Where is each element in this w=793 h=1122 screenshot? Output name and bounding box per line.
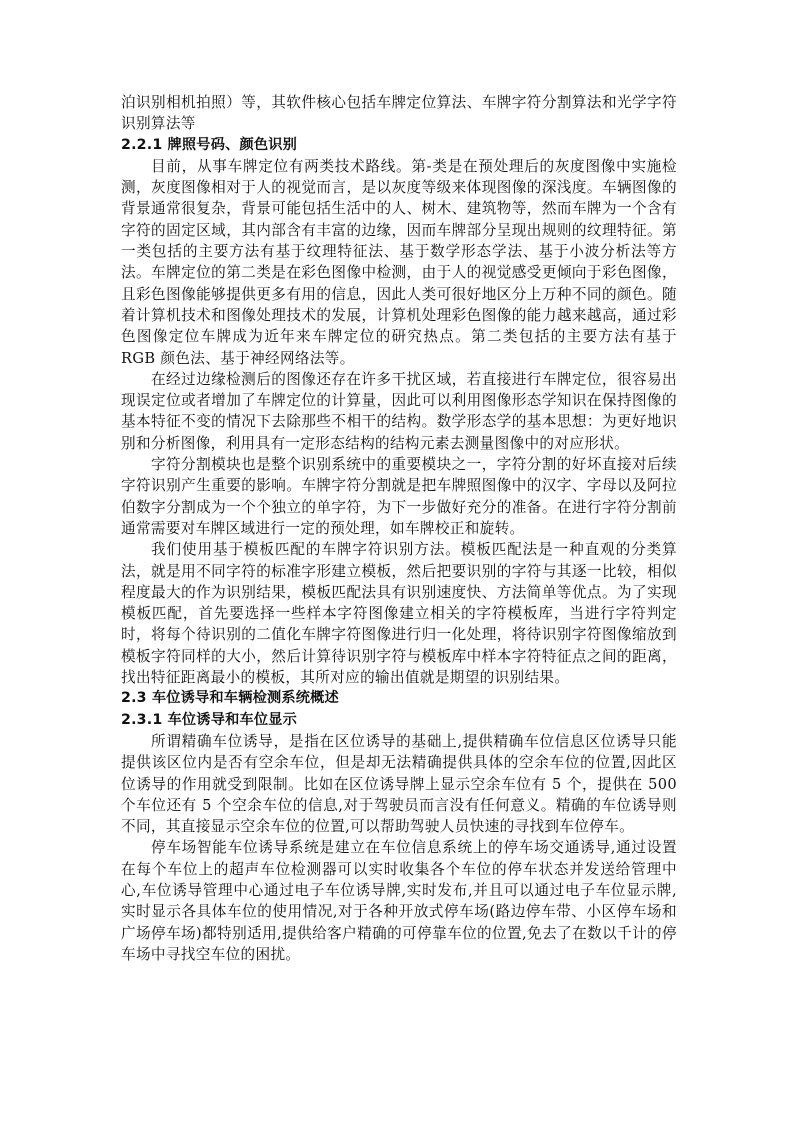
body-paragraph: 在经过边缘检测后的图像还存在许多干扰区域，若直接进行车牌定位，很容易出现误定位或者增加了车牌定位的计算量，因此可以利用图像形态学知识在保持图像的基本特征不变的情况下去除那些不相干的结构。数学形态学的基本思想：为更好地识别和分析图像，利用具有一定形态结构的结构元素去测量图像中的对应形状。 (121, 370, 677, 452)
body-paragraph: 字符分割模块也是整个识别系统中的重要模块之一，字符分割的好坏直接对后续字符识别产生重要的影响。车牌字符分割就是把车牌照图像中的汉字、字母以及阿拉伯数字分割成为一个个独立的单字符，为下一步做好充分的准备。在进行字符分割前通常需要对车牌区域进行一定的预处理，如车牌校正和旋转。 (121, 456, 677, 537)
body-paragraph: 目前，从事车牌定位有两类技术路线。第-类是在预处理后的灰度图像中实施检测，灰度图像相对于人的视觉而言，是以灰度等级来体现图像的深浅度。车辆图像的背景通常很复杂，背景可能包括生活中的人、树木、建筑物等，然而车牌为一个含有字符的固定区域，其内部含有丰富的边缘，因而车牌部分呈现出规则的纹理特征。第一类包括的主要方法有基于纹理特征法、基于数学形态学法、基于小波分析法等方法。车牌定位的第二类是在彩色图像中检测，由于人的视觉感受更倾向于彩色图像，且彩色图像能够提供更多有用的信息，因此人类可很好地区分上万种不同的颜色。随着计算机技术和图像处理技术的发展，计算机处理彩色图像的能力越来越高，通过彩色图像定位车牌成为近年来车牌定位的研究热点。第二类包括的主要方法有基于 RGB 颜色法、基于神经网络法等。 (121, 157, 677, 367)
intro-paragraph: 泊识别相机拍照）等，其软件核心包括车牌定位算法、车牌字符分割算法和光学字符识别算法等 (121, 94, 677, 133)
document-page (121, 92, 677, 965)
body-paragraph: 所谓精确车位诱导，是指在区位诱导的基础上,提供精确车位信息区位诱导只能提供该区位内是否有空余车位，但是却无法精确提供具体的空余车位的位置,因此区位诱导的作用就受到限制。比如在区位诱导牌上显示空余车位有 5 个，提供在 500 个车位还有 5 个空余车位的信息,对于驾驶员而言没有任何意义。精确的车位诱导则不同，其直接显示空余车位的位置,可以帮助驾驶人员快速的寻找到车位停车。 (121, 732, 677, 836)
section-2-2-1-heading: 2.2.1 牌照号码、颜色识别 (121, 136, 298, 153)
body-paragraph: 我们使用基于模板匹配的车牌字符识别方法。模板匹配法是一种直观的分类算法，就是用不同字符的标准字形建立模板，然后把要识别的字符与其逐一比较，相似程度最大的作为识别结果，模板匹配法具有识别速度快、方法简单等优点。为了实现模板匹配，首先要选择一些样本字符图像建立相关的字符模板库，当进行字符判定时，将每个待识别的二值化车牌字符图像进行归一化处理，将待识别字符图像缩放到模板字符同样的大小，然后计算待识别字符与模板库中样本字符特征点之间的距离，找出特征距离最小的模板，其所对应的输出值就是期望的识别结果。 (121, 541, 677, 687)
section-2-3-1-heading: 2.3.1 车位诱导和车位显示 (121, 711, 298, 728)
section-2-3-heading: 2.3 车位诱导和车辆检测系统概述 (121, 690, 339, 707)
body-paragraph: 停车场智能车位诱导系统是建立在车位信息系统上的停车场交通诱导,通过设置在每个车位上的超声车位检测器可以实时收集各个车位的停车状态并发送给管理中心,车位诱导管理中心通过电子车位诱导牌,实时发布,并且可以通过电子车位显示牌,实时显示各具体车位的使用情况,对于各种开放式停车场(路边停车带、小区停车场和广场停车场)都特别适用,提供给客户精确的可停靠车位的位置,免去了在数以千计的停车场中寻找空车位的困扰。 (121, 839, 677, 963)
